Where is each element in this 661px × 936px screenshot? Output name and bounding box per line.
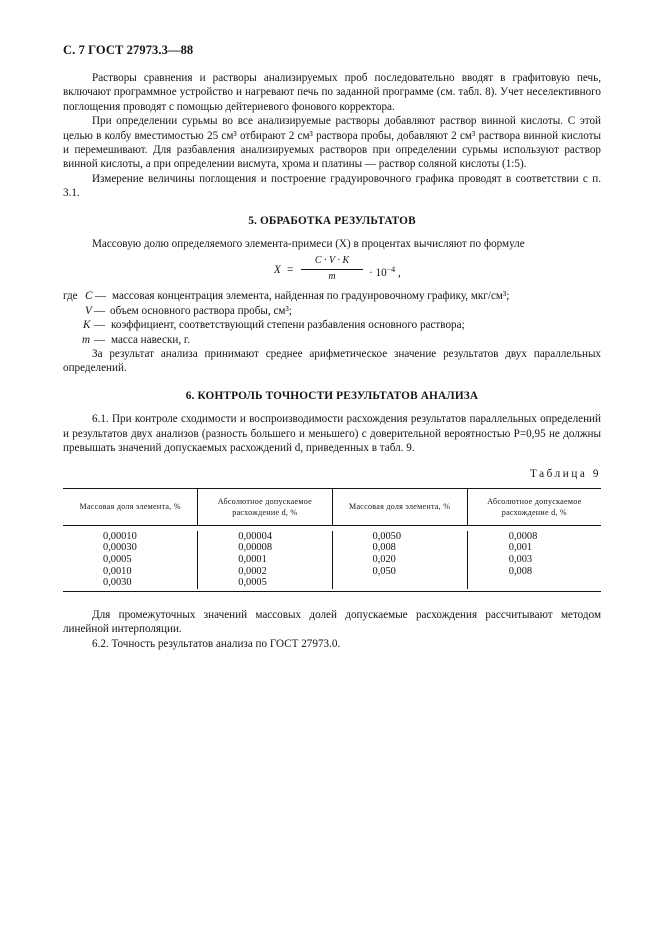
paragraph-interpolation: Для промежуточных значений массовых долей допускаемые расхождения рассчитывают методом линейной интерполяции. [63, 608, 601, 636]
paragraph-6-1: 6.1. При контроле сходимости и воспроизводимости расхождения результатов параллельных определений и результатов двух анализов (разность большего и меньшего) с доверительной вероятностью P=0,95 не должны превышать значений допускаемых расхождений d, приведенных в табл. 9. [63, 413, 601, 455]
definition-dash: — [95, 290, 107, 303]
table-cell: 0,050 [372, 565, 396, 577]
table-cell: 0,0002 [238, 565, 267, 577]
formula-equals: = [287, 264, 294, 277]
definition-text: коэффициент, соответствующий степени разбавления основного раствора; [111, 319, 465, 332]
definitions-prefix: где [63, 290, 78, 303]
definition-text: объем основного раствора пробы, см³; [110, 304, 292, 317]
formula-denominator: m [328, 271, 336, 283]
definition-row [63, 289, 601, 303]
definitions-list [63, 289, 601, 347]
table-column-mass-fraction-1 [63, 531, 198, 589]
paragraph-intro-1: Растворы сравнения и растворы анализируемых проб последовательно вводят в графитовую печь, включают программное устройство и нагревают печь по заданной программе (см. табл. 8). Учет неселективного поглощения проводят с помощью дейтериевого фонового корректора. [63, 72, 601, 113]
definition-row [63, 333, 601, 347]
table-cell: 0,003 [508, 554, 533, 566]
paragraph-intro-3: Измерение величины поглощения и построение градуировочного графика проводят в соответствии с п. 3.1. [63, 172, 601, 200]
document-body [63, 71, 601, 651]
table-cell [333, 577, 467, 589]
table-header-cell: Массовая доля элемента, % [63, 489, 198, 525]
result-note: За результат анализа принимают среднее арифметическое значение результатов двух параллельных определений. [63, 348, 601, 375]
formula-lead: Массовую долю определяемого элемента-примеси (X) в процентах вычисляют по формуле [92, 238, 525, 251]
table-header-cell: Абсолютное допускаемое расхождение d, % [487, 496, 582, 517]
formula-exponent: −4 [386, 265, 396, 275]
table-cell: 0,00008 [238, 542, 273, 554]
section-6-heading: 6. КОНТРОЛЬ ТОЧНОСТИ РЕЗУЛЬТАТОВ АНАЛИЗА [185, 389, 479, 402]
table-cell: 0,0001 [238, 554, 267, 566]
definition-text: массовая концентрация элемента, найденная по градуировочному графику, мкг/см³; [112, 290, 510, 303]
definition-text: масса навески, г. [111, 333, 190, 346]
definition-dash: — [94, 304, 106, 317]
table-cell: 0,00030 [103, 542, 137, 554]
definition-symbol: V [85, 304, 92, 317]
table-column-tolerance-2 [468, 531, 601, 589]
table-cell: 0,008 [372, 542, 396, 554]
formula-multiplier-base: · 10 [369, 267, 387, 280]
table-column-tolerance-1 [198, 531, 332, 589]
table-cell: 0,020 [372, 554, 396, 566]
definition-dash: — [94, 333, 106, 346]
table-header-cell: Массовая доля элемента, % [333, 489, 468, 525]
table-cell [468, 577, 601, 589]
table-cell: 0,001 [508, 542, 533, 554]
formula-multiplier [369, 263, 401, 280]
formula [63, 254, 601, 288]
section-5-heading: 5. ОБРАБОТКА РЕЗУЛЬТАТОВ [248, 214, 416, 227]
page-header: С. 7 ГОСТ 27973.3—88 [63, 43, 194, 57]
formula-lhs: X [274, 264, 281, 277]
table-cell: 0,0005 [103, 554, 132, 566]
paragraph-6-2: 6.2. Точность результатов анализа по ГОСТ 27973.0. [92, 637, 341, 650]
table-cell: 0,0010 [103, 565, 132, 577]
definition-symbol: K [83, 319, 91, 332]
table-cell: 0,00010 [103, 530, 137, 542]
table-header-row [63, 489, 601, 526]
paragraph-intro-2: При определении сурьмы во все анализируемые растворы добавляют раствор винной кислоты. С этой целью в колбу вместимостью 25 см³ отбирают 2 см³ раствора пробы, добавляют 2 см³ раствора винной кислоты и перемешивают. Для разбавления анализируемых растворов при определении сурьмы используют раствор винной кислоты, а при определении висмута, хрома и платины — раствор соляной кислоты (1:5). [63, 115, 601, 171]
table-cell: 0,0050 [372, 530, 402, 542]
definition-dash: — [94, 319, 106, 332]
definition-row [63, 318, 601, 332]
formula-tail: , [397, 267, 401, 280]
table-cell: 0,008 [508, 565, 533, 577]
definition-symbol: C [85, 290, 93, 303]
table-column-mass-fraction-2 [333, 531, 468, 589]
table-cell: 0,0005 [238, 577, 267, 589]
table-cell: 0,00004 [238, 530, 273, 542]
table-caption: Таблица 9 [529, 468, 601, 481]
definition-symbol: m [82, 333, 91, 346]
definition-row [63, 304, 601, 318]
data-table [63, 488, 601, 592]
formula-fraction [301, 254, 363, 284]
table-header-cell: Абсолютное допускаемое расхождение d, % [198, 489, 332, 525]
table-cell: 0,0008 [508, 530, 538, 542]
table-cell: 0,0030 [103, 577, 132, 589]
table-body [63, 526, 601, 591]
formula-numerator: C · V · K [301, 254, 363, 270]
